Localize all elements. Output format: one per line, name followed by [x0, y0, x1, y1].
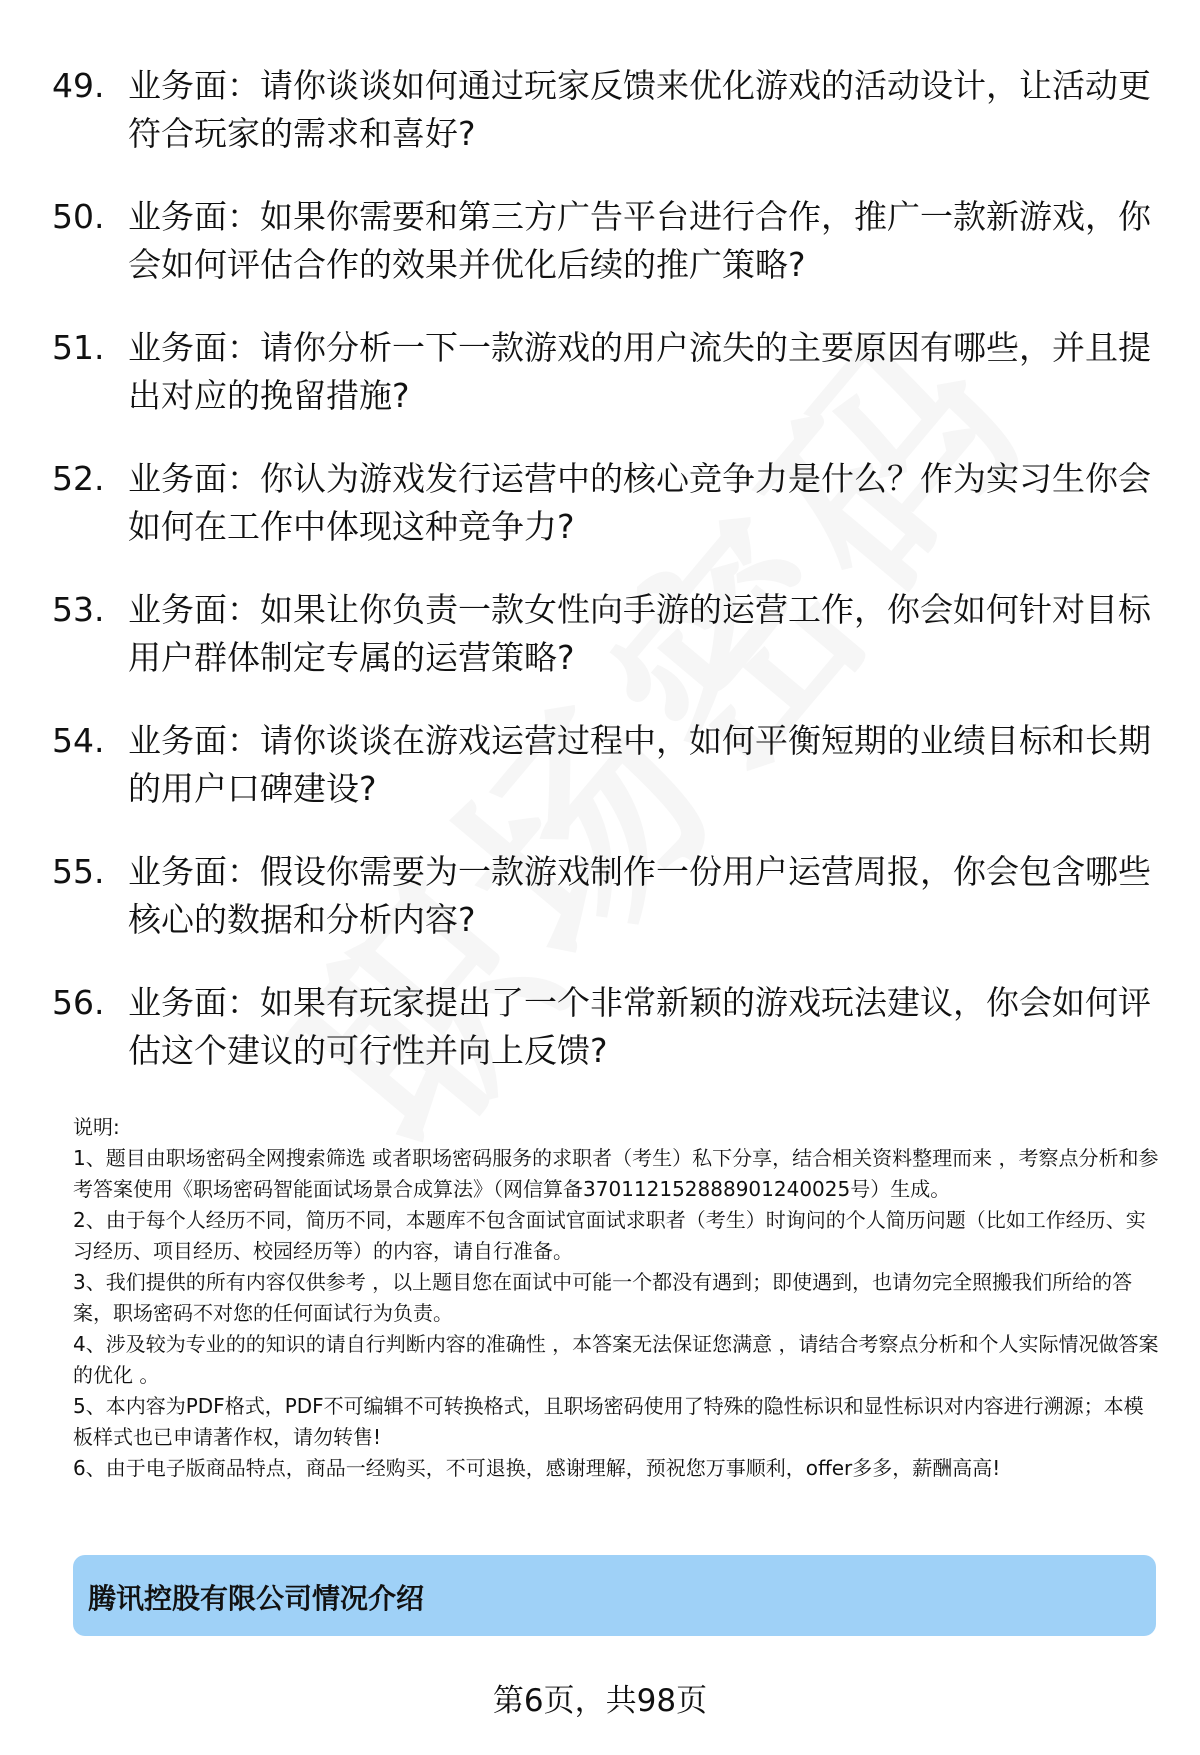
- question-number: 53.: [52, 590, 105, 629]
- question-text: 业务面：你认为游戏发行运营中的核心竞争力是什么？作为实习生你会如何在工作中体现这种竞争力?: [128, 459, 1151, 546]
- page-number: 第6页，共98页: [492, 1683, 708, 1719]
- question-text: 业务面：请你分析一下一款游戏的用户流失的主要原因有哪些，并且提出对应的挽留措施?: [128, 328, 1151, 415]
- question-item: [52, 586, 1152, 682]
- section-banner-title: 腾讯控股有限公司情况介绍: [88, 1582, 425, 1615]
- question-number: 51.: [52, 328, 105, 367]
- note-item: 3、我们提供的所有内容仅供参考 ，以上题目您在面试中可能一个都没有遇到；即使遇到，也请勿完全照搬我们所给的答案，职场密码不对您的任何面试行为负责。: [73, 1270, 1133, 1325]
- question-text: 业务面：如果你需要和第三方广告平台进行合作，推广一款新游戏，你会如何评估合作的效果并优化后续的推广策略?: [128, 197, 1151, 284]
- question-number: 56.: [52, 983, 105, 1022]
- question-item: [52, 717, 1152, 813]
- section-banner: [73, 1555, 1156, 1636]
- question-number: 52.: [52, 459, 105, 498]
- question-number: 49.: [52, 66, 105, 105]
- note-item: 4、涉及较为专业的的知识的请自行判断内容的准确性 ，本答案无法保证您满意 ，请结合考察点分析和个人实际情况做答案的优化 。: [73, 1332, 1159, 1387]
- question-item: [52, 979, 1152, 1075]
- question-text: 业务面：如果有玩家提出了一个非常新颖的游戏玩法建议，你会如何评估这个建议的可行性并向上反馈?: [128, 983, 1151, 1070]
- notes-section: [73, 1112, 1163, 1484]
- question-text: 业务面：如果让你负责一款女性向手游的运营工作，你会如何针对目标用户群体制定专属的运营策略?: [128, 590, 1151, 677]
- question-item: [52, 848, 1152, 944]
- question-number: 54.: [52, 721, 105, 760]
- note-item: 5、本内容为PDF格式，PDF不可编辑不可转换格式，且职场密码使用了特殊的隐性标识和显性标识对内容进行溯源；本模板样式也已申请著作权，请勿转售!: [73, 1394, 1144, 1449]
- question-item: [52, 193, 1152, 289]
- notes-title: 说明:: [73, 1115, 120, 1139]
- question-text: 业务面：请你谈谈如何通过玩家反馈来优化游戏的活动设计，让活动更符合玩家的需求和喜好?: [128, 66, 1151, 153]
- question-item: [52, 62, 1152, 158]
- question-number: 55.: [52, 852, 105, 891]
- question-item: [52, 455, 1152, 551]
- note-item: 2、由于每个人经历不同，简历不同，本题库不包含面试官面试求职者（考生）时询问的个人简历问题（比如工作经历、实习经历、项目经历、校园经历等）的内容，请自行准备。: [73, 1208, 1146, 1263]
- question-text: 业务面：假设你需要为一款游戏制作一份用户运营周报，你会包含哪些核心的数据和分析内容?: [128, 852, 1151, 939]
- question-item: [52, 324, 1152, 420]
- note-item: 1、题目由职场密码全网搜索筛选 或者职场密码服务的求职者（考生）私下分享，结合相关资料整理而来 ，考察点分析和参考答案使用《职场密码智能面试场景合成算法》（网信算备370112152888901240025号）生成。: [73, 1146, 1159, 1201]
- question-text: 业务面：请你谈谈在游戏运营过程中，如何平衡短期的业绩目标和长期的用户口碑建设?: [128, 721, 1151, 808]
- note-item: 6、由于电子版商品特点，商品一经购买，不可退换，感谢理解，预祝您万事顺利，offer多多，薪酬高高!: [73, 1456, 1001, 1480]
- question-number: 50.: [52, 197, 105, 236]
